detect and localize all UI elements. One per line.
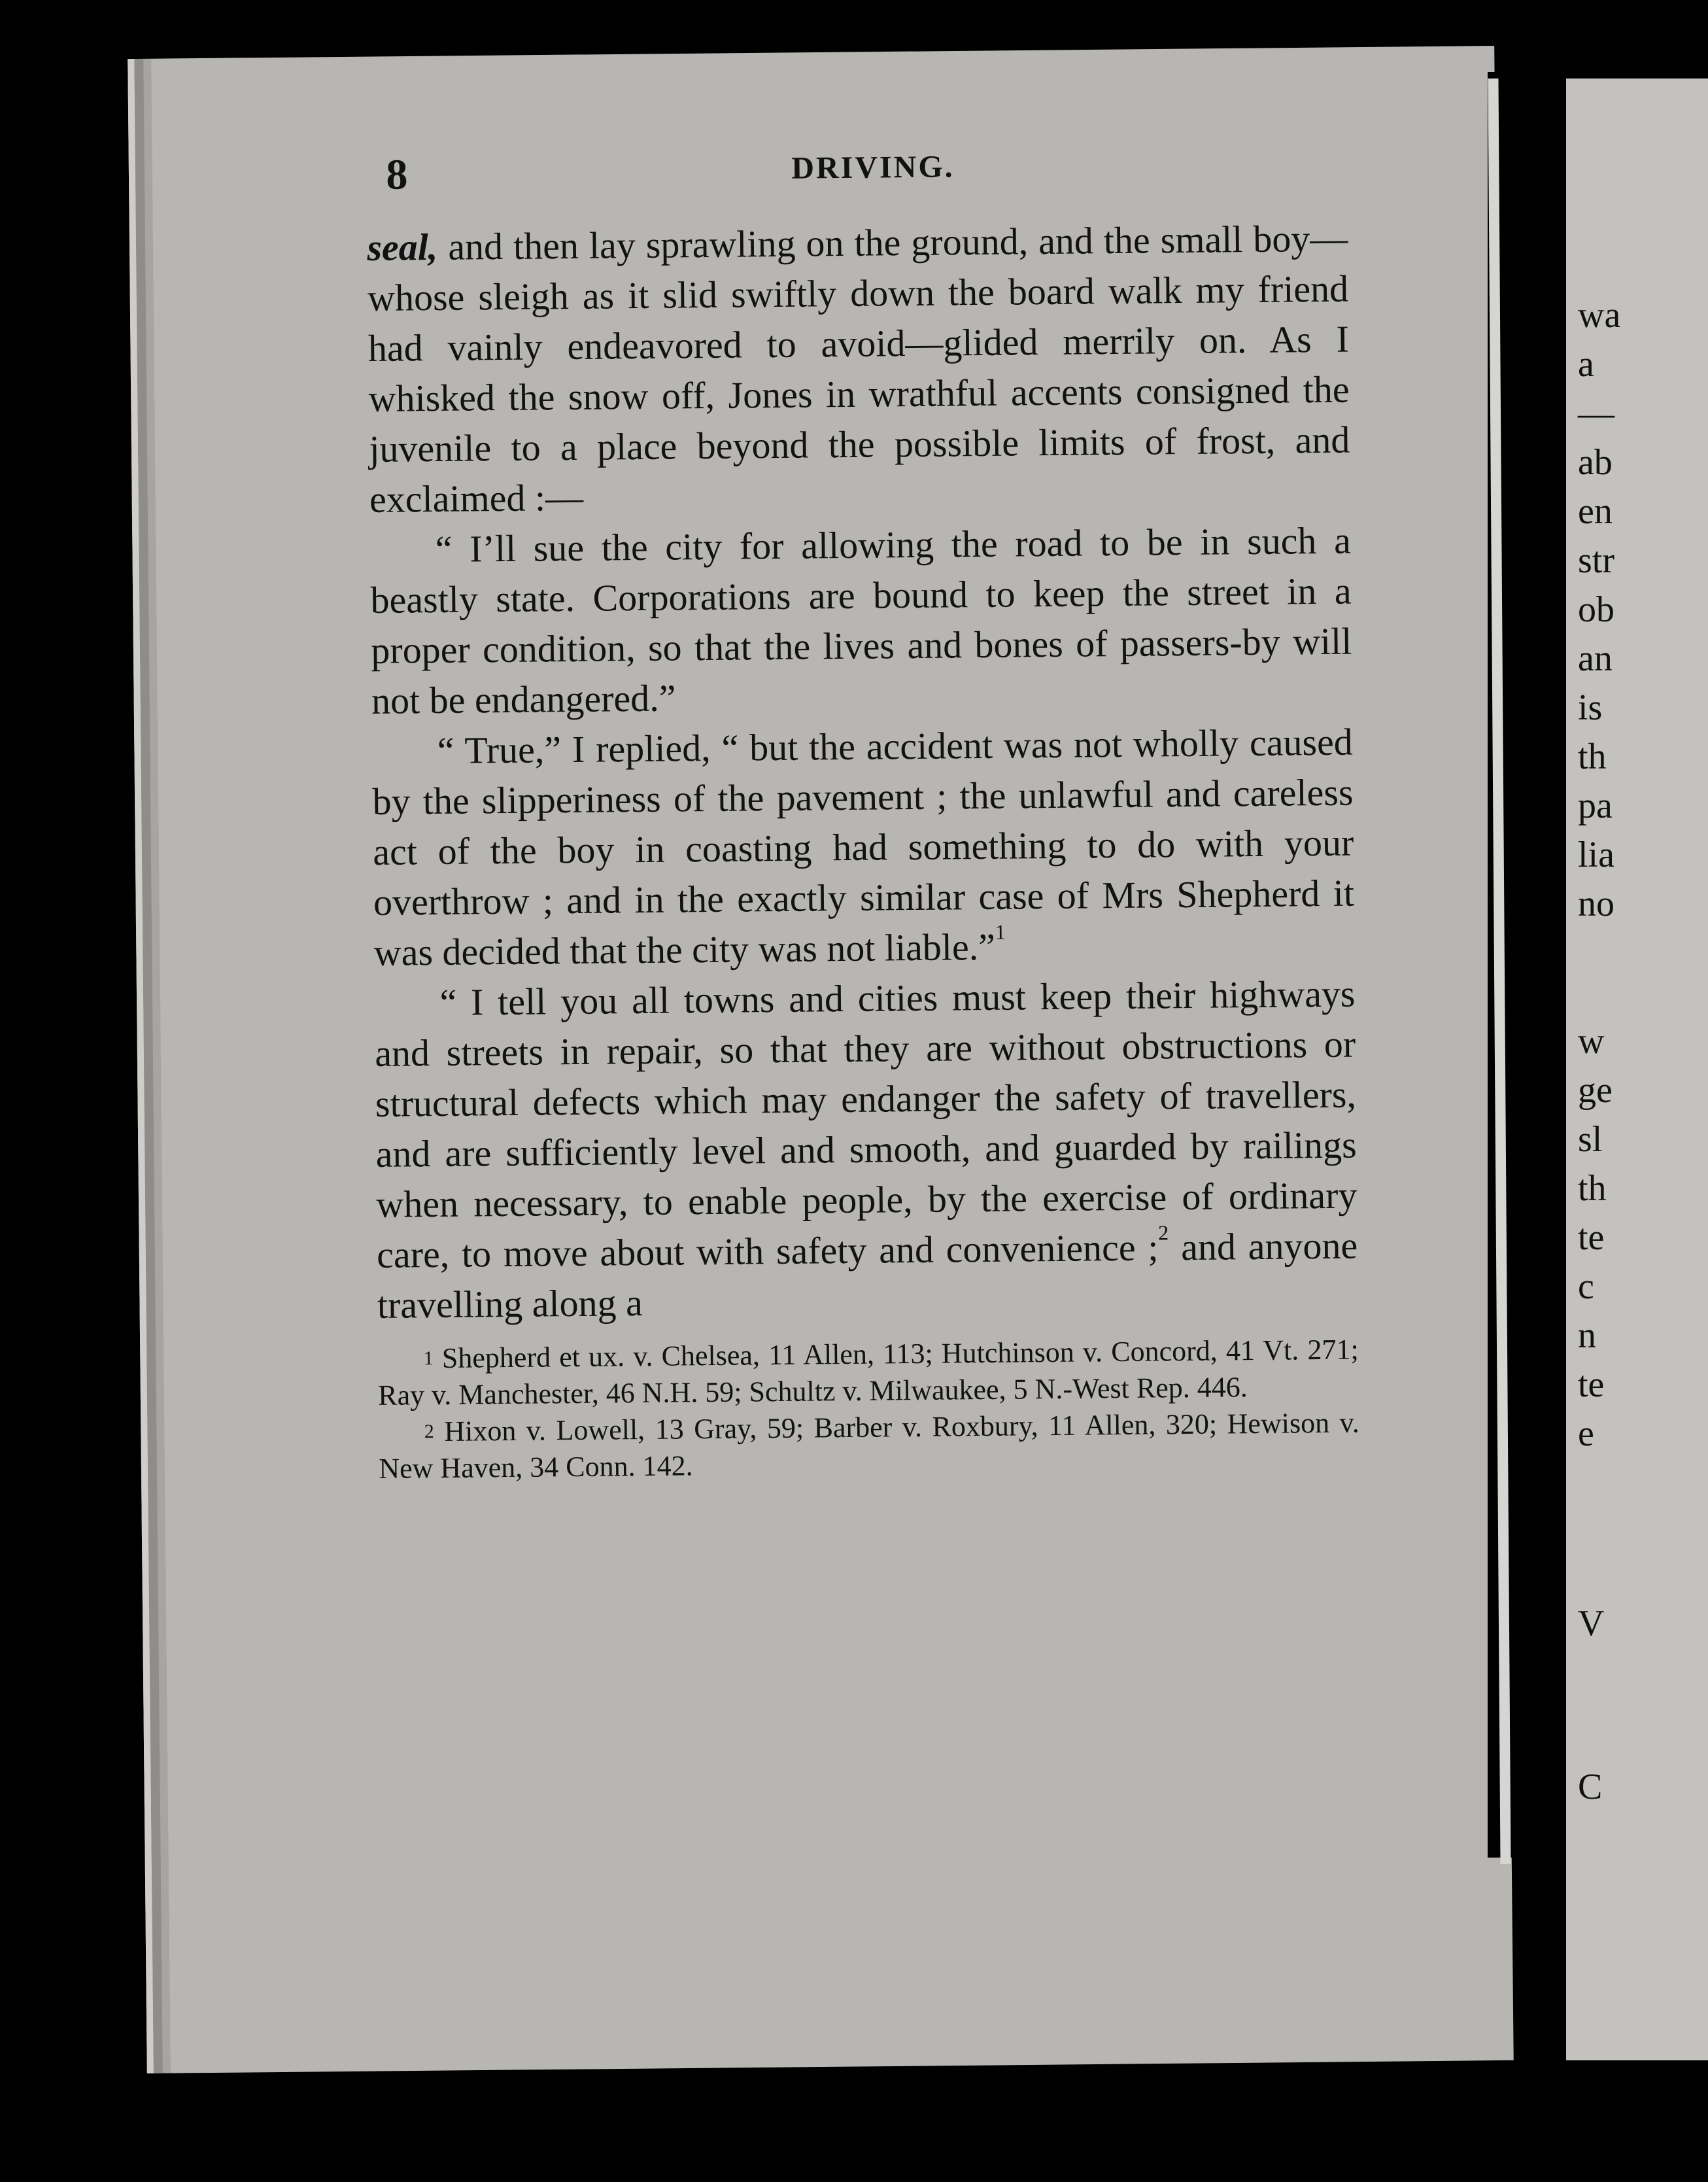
facing-page-text: ob <box>1578 589 1614 630</box>
facing-page-text: e <box>1578 1413 1594 1454</box>
page-content <box>366 141 1360 1487</box>
facing-page-text: V <box>1578 1603 1605 1644</box>
facing-page-fragment <box>1566 78 1708 2060</box>
page-header <box>366 141 1348 222</box>
facing-page-text: no <box>1578 884 1614 924</box>
paragraph <box>374 969 1358 1330</box>
footnote-ref: 1 <box>995 920 1006 944</box>
facing-page-text: n <box>1578 1315 1596 1356</box>
facing-page-text: c <box>1578 1266 1594 1307</box>
facing-page-text: str <box>1578 540 1614 581</box>
footnote-text: Hixon v. Lowell, 13 Gray, 59; Barber v. Roxbury, 11 Allen, 320; Hewison v. New Haven, 34 Conn. 142. <box>379 1406 1359 1485</box>
body-text <box>367 213 1358 1330</box>
facing-page-text: pa <box>1578 786 1613 826</box>
facing-page-text: te <box>1578 1364 1605 1405</box>
facing-page-text: is <box>1578 687 1603 728</box>
facing-page-text: en <box>1578 491 1613 532</box>
facing-page-text: te <box>1578 1217 1605 1258</box>
page-number: 8 <box>386 150 408 199</box>
footnote <box>377 1332 1359 1414</box>
facing-page-text: th <box>1578 736 1607 777</box>
footnote-number: 1 <box>423 1347 434 1370</box>
continued-word: seal, <box>367 225 438 269</box>
facing-page-text: w <box>1578 1021 1605 1062</box>
footnote <box>379 1405 1360 1487</box>
facing-page-text: — <box>1578 393 1614 434</box>
facing-page-text: C <box>1578 1767 1603 1807</box>
paragraph: “ I’ll sue the city for allowing the road to be in such a beastly state. Corporations are bound to keep the street in a proper condition, so that the lives and bones of passers-by will not be endangered.” <box>370 519 1352 722</box>
footnote-text: Shepherd et ux. v. Chelsea, 11 Allen, 113; Hutchinson v. Concord, 41 Vt. 271; Ray v. Manchester, 46 N.H. 59; Schultz v. Milwaukee, 5 N.-West Rep. 446. <box>378 1333 1359 1411</box>
paragraph-text: and then lay sprawling on the ground, and the small boy—whose sleigh as it slid swiftly down the board walk my friend had vainly endeavored to avoid—glided merrily on. As I whisked the snow off, Jones in wrathful accents consigned the juvenile to a place beyond the possible limits of frost, and exclaimed :— <box>367 216 1350 521</box>
paragraph <box>367 213 1350 525</box>
footnotes <box>377 1332 1359 1487</box>
facing-page-text: th <box>1578 1168 1607 1209</box>
paragraph-text: “ True,” I replied, “ but the accident was not wholly caused by the slipperiness of the pavement ; the unlawful and careless act of the boy in coasting had something to do with your overthrow ; and in the exactly similar case of Mrs Shepherd it was decided that the city was not liable.” <box>372 720 1355 974</box>
facing-page-text: a <box>1578 344 1594 385</box>
facing-page-text: sl <box>1578 1119 1603 1160</box>
facing-page-text: wa <box>1578 295 1621 336</box>
facing-page-text: an <box>1578 638 1613 679</box>
footnote-number: 2 <box>424 1421 434 1443</box>
footnote-ref: 2 <box>1158 1221 1169 1245</box>
facing-page-text: lia <box>1578 835 1614 875</box>
facing-page-text: ab <box>1578 442 1613 483</box>
paragraph-text: “ I tell you all towns and cities must keep their highways and streets in repair, so that they are without obstructions or structural defects which may endanger the safety of travellers, and are sufficiently level and smooth, and guarded by railings when necessary, to enable people, by the exercise of ordinary care, to move about with safety and convenience ; <box>374 972 1358 1276</box>
paragraph <box>371 717 1355 978</box>
running-head: DRIVING. <box>791 149 955 186</box>
paragraph-text: and anyone travelling along a <box>377 1224 1358 1326</box>
facing-page-text: ge <box>1578 1070 1613 1111</box>
